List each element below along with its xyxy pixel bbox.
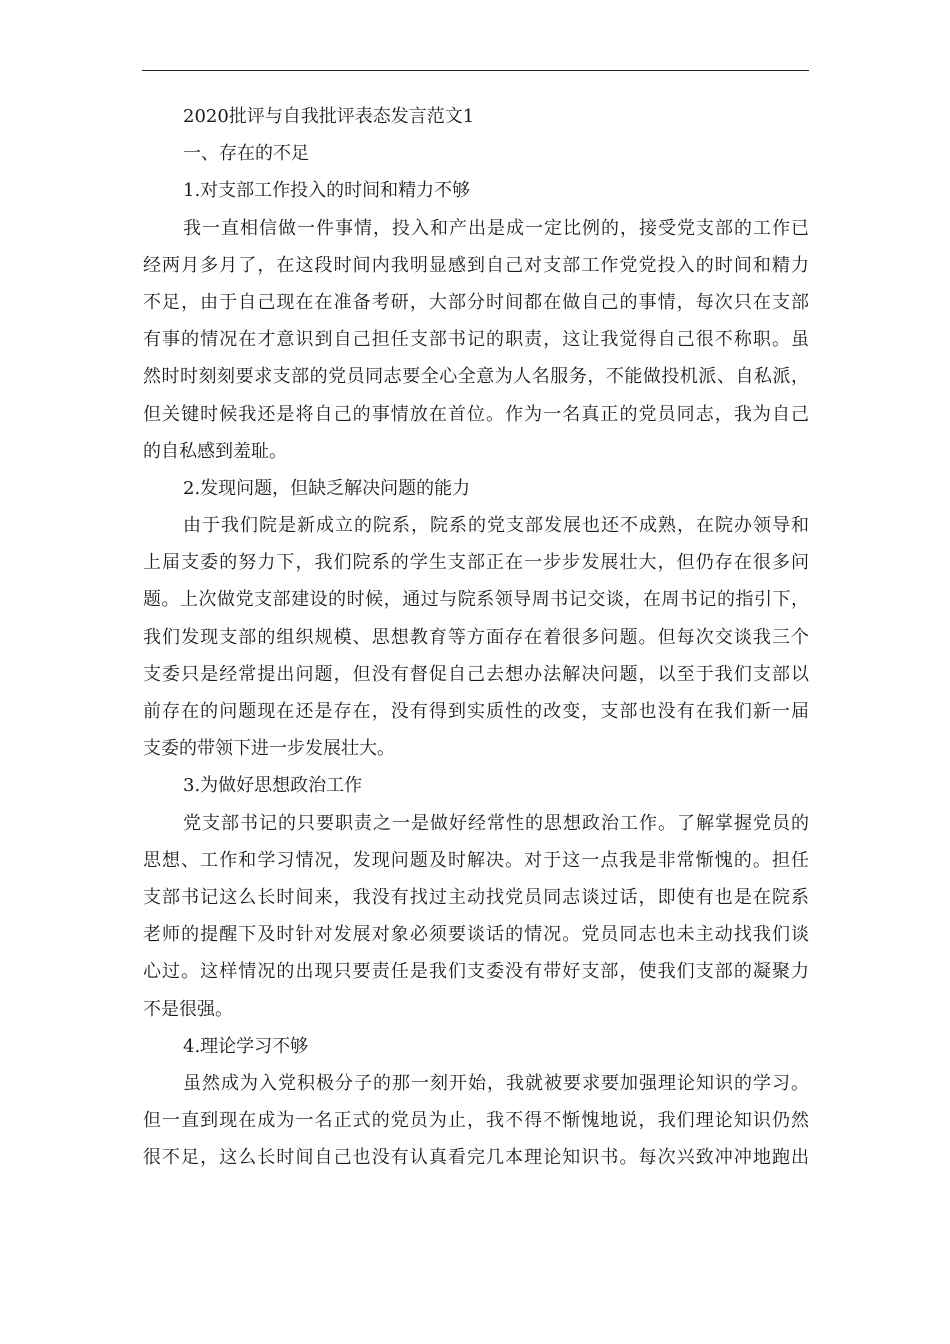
- paragraph-line: 有事的情况在才意识到自己担任支部书记的职责，这让我觉得自己很不称职。虽: [143, 329, 809, 351]
- paragraph-line: 老师的提醒下及时针对发展对象必须要谈话的情况。党员同志也未主动找我们谈: [143, 924, 809, 946]
- paragraph-line: 支委只是经常提出问题，但没有督促自己去想办法解决问题，以至于我们支部以: [143, 663, 809, 685]
- item-heading-1: 1.对支部工作投入的时间和精力不够: [183, 180, 471, 202]
- paragraph-line: 经两月多月了，在这段时间内我明显感到自己对支部工作党党投入的时间和精力: [143, 254, 809, 276]
- paragraph-line: 支部书记这么长时间来，我没有找过主动找党员同志谈过话，即使有也是在院系: [143, 886, 809, 908]
- paragraph-line: 支委的带领下进一步发展壮大。: [143, 738, 395, 760]
- paragraph-line: 心过。这样情况的出现只要责任是我们支委没有带好支部，使我们支部的凝聚力: [143, 961, 809, 983]
- paragraph-line: 不是很强。: [143, 998, 233, 1020]
- paragraph-line: 很不足，这么长时间自己也没有认真看完几本理论知识书。每次兴致冲冲地跑出: [143, 1147, 809, 1169]
- paragraph-line: 我们发现支部的组织规模、思想教育等方面存在着很多问题。但每次交谈我三个: [143, 626, 809, 648]
- paragraph-line: 但关键时候我还是将自己的事情放在首位。作为一名真正的党员同志，我为自己: [143, 403, 809, 425]
- paragraph-line: 然时时刻刻要求支部的党员同志要全心全意为人名服务，不能做投机派、自私派，: [143, 366, 809, 388]
- paragraph-line: 思想、工作和学习情况，发现问题及时解决。对于这一点我是非常惭愧的。担任: [143, 849, 809, 871]
- paragraph-line: 由于我们院是新成立的院系，院系的党支部发展也还不成熟，在院办领导和: [183, 515, 809, 537]
- paragraph-line: 我一直相信做一件事情，投入和产出是成一定比例的，接受党支部的工作已: [183, 217, 809, 239]
- paragraph-line: 上届支委的努力下，我们院系的学生支部正在一步步发展壮大，但仍存在很多问: [143, 552, 809, 574]
- section-heading: 一、存在的不足: [183, 143, 309, 165]
- paragraph-line: 的自私感到羞耻。: [143, 440, 287, 462]
- paragraph-line: 党支部书记的只要职责之一是做好经常性的思想政治工作。了解掌握党员的: [183, 812, 809, 834]
- document-title: 2020批评与自我批评表态发言范文1: [183, 106, 475, 127]
- paragraph-line: 前存在的问题现在还是存在，没有得到实质性的改变，支部也没有在我们新一届: [143, 701, 809, 722]
- item-heading-3: 3.为做好思想政治工作: [183, 775, 363, 797]
- paragraph-line: 虽然成为入党积极分子的那一刻开始，我就被要求要加强理论知识的学习。: [183, 1072, 809, 1094]
- item-heading-2: 2.发现问题，但缺乏解决问题的能力: [183, 477, 471, 499]
- paragraph-line: 题。上次做党支部建设的时候，通过与院系领导周书记交谈，在周书记的指引下，: [143, 589, 809, 611]
- document-body: [143, 98, 809, 1176]
- paragraph-line: 不足，由于自己现在在准备考研，大部分时间都在做自己的事情，每次只在支部: [143, 291, 809, 313]
- paragraph-line: 但一直到现在成为一名正式的党员为止，我不得不惭愧地说，我们理论知识仍然: [143, 1110, 809, 1132]
- item-heading-4: 4.理论学习不够: [183, 1035, 309, 1057]
- header-rule: [142, 70, 809, 71]
